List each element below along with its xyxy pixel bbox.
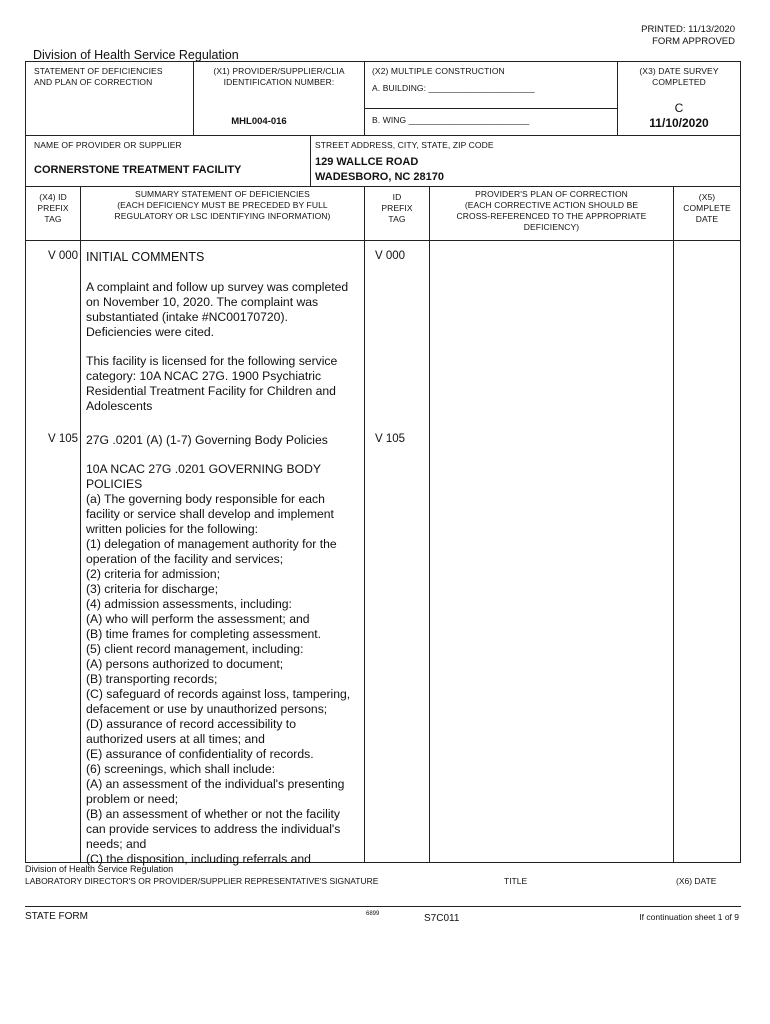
x2-label: (X2) MULTIPLE CONSTRUCTION	[372, 66, 505, 76]
wing-label: B. WING _________________________	[372, 115, 530, 125]
event-id: S7C011	[424, 913, 460, 924]
x6-date-label: (X6) DATE	[676, 876, 717, 886]
footer-agency: Division of Health Service Regulation	[25, 864, 174, 874]
x3-code: C	[674, 101, 684, 115]
provider-name: CORNERSTONE TREATMENT FACILITY	[34, 164, 242, 176]
col-summary-header: SUMMARY STATEMENT OF DEFICIENCIES (EACH DEFICIENCY MUST BE PRECEDED BY FULL REGULATORY OR LSC IDENTIFYING INFORMATION)	[114, 189, 331, 221]
continuation-sheet: If continuation sheet 1 of 9	[639, 912, 739, 922]
paragraph-license-category: This facility is licensed for the following service category: 10A NCAC 27G. 1900 Psychiatric Residential Treatment Facility for Children and Adolescents	[86, 354, 338, 413]
agency-title: Division of Health Service Regulation	[33, 48, 239, 62]
tag-v105-left: V 105	[48, 433, 79, 445]
building-label: A. BUILDING: ______________________	[372, 83, 535, 93]
paragraph-survey-summary: A complaint and follow up survey was completed on November 10, 2020. The complaint was substantiated (intake #NC00170720). Deficiencies were cited.	[86, 280, 349, 339]
x3-date: 11/10/2020	[649, 116, 709, 130]
x1-value: MHL004-016	[231, 116, 287, 127]
tag-v000-left: V 000	[48, 250, 79, 262]
tag-v000-right: V 000	[375, 250, 406, 262]
address-line1: 129 WALLCE ROAD	[315, 156, 419, 168]
col-id-prefix-header: ID PREFIX TAG	[381, 192, 413, 224]
x1-label: (X1) PROVIDER/SUPPLIER/CLIA IDENTIFICATION NUMBER:	[213, 66, 345, 87]
entry-title-initial-comments: INITIAL COMMENTS	[86, 250, 205, 264]
paragraph-governing-body-rule: 10A NCAC 27G .0201 GOVERNING BODY POLICIES (a) The governing body responsible for each facility or service shall develop and implement written policies for the following: (1) delegation of management authority for the operation of the facility and services; (2) criteria for admission; (3) criteria for discharge; (4) admission assessments, including: (A) who will perform the assessment; and (B) time frames for completing assessment. (5) client record management, including: (A) persons authorized to document; (B) transporting records; (C) safeguard of records against loss, tampering, defacement or use by unauthorized persons; (D) assurance of record accessibility to authorized users at all times; and (E) assurance of confidentiality of records. (6) screenings, which shall include: (A) an assessment of the individual's presenting problem or need; (B) an assessment of whether or not the facility can provide services to address the individual's needs; and (C) the disposition, including referrals and	[86, 462, 351, 866]
state-form-label: STATE FORM	[25, 911, 88, 922]
x3-label: (X3) DATE SURVEY COMPLETED	[639, 66, 719, 87]
col-x5-header: (X5) COMPLETE DATE	[683, 192, 731, 224]
title-label: TITLE	[504, 876, 528, 886]
signature-label: LABORATORY DIRECTOR'S OR PROVIDER/SUPPLIER REPRESENTATIVE'S SIGNATURE	[25, 876, 379, 886]
statement-label: STATEMENT OF DEFICIENCIES AND PLAN OF CORRECTION	[34, 66, 163, 87]
printed-date: PRINTED: 11/13/2020	[641, 24, 735, 35]
provider-name-label: NAME OF PROVIDER OR SUPPLIER	[34, 140, 182, 150]
form-code: 6899	[366, 911, 380, 917]
form-approved: FORM APPROVED	[652, 36, 735, 47]
address-line2: WADESBORO, NC 28170	[315, 171, 444, 183]
address-label: STREET ADDRESS, CITY, STATE, ZIP CODE	[315, 140, 494, 150]
tag-v105-right: V 105	[375, 433, 406, 445]
col-plan-header: PROVIDER'S PLAN OF CORRECTION (EACH CORRECTIVE ACTION SHOULD BE CROSS-REFERENCED TO THE APPROPRIATE DEFICIENCY)	[456, 189, 647, 232]
col-x4-header: (X4) ID PREFIX TAG	[37, 192, 69, 224]
entry-title-governing-body: 27G .0201 (A) (1-7) Governing Body Policies	[86, 433, 328, 447]
